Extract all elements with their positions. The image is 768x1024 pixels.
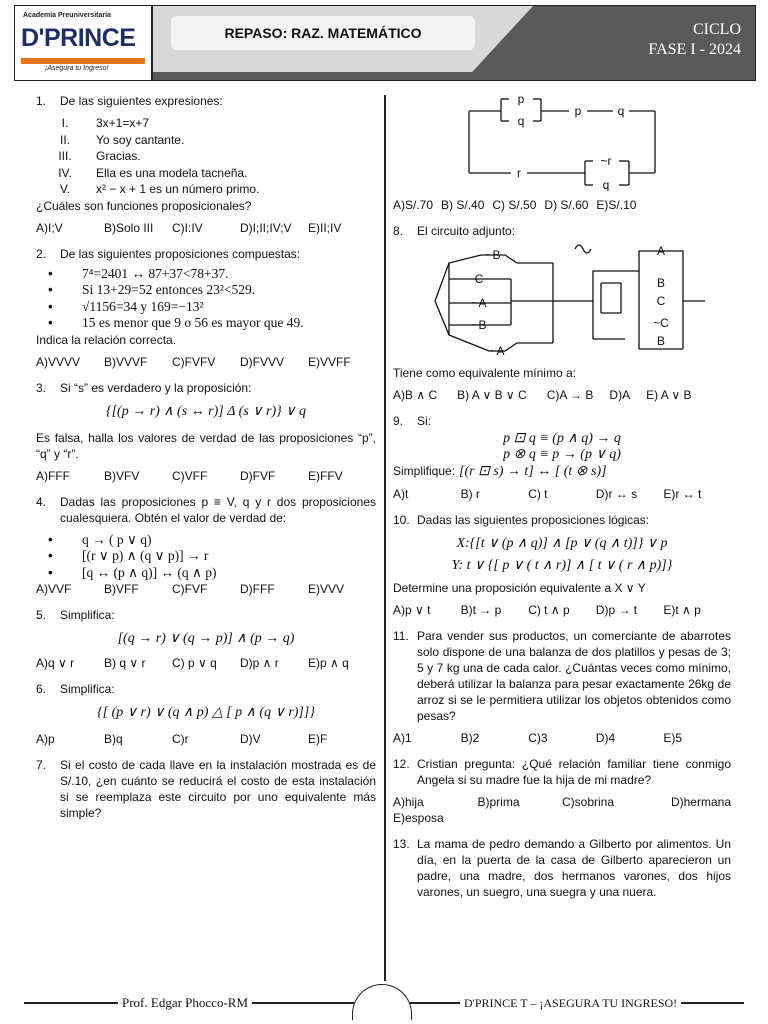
phase-label: FASE I - 2024 xyxy=(648,41,741,58)
switch-label: B xyxy=(656,334,666,348)
option[interactable]: D)A xyxy=(609,388,631,402)
option[interactable]: B)Solo III xyxy=(104,220,154,235)
question-9-options xyxy=(393,486,731,502)
option[interactable]: C)A → B xyxy=(546,388,594,402)
option[interactable]: A)B ∧ C xyxy=(393,388,438,402)
switch-label: q xyxy=(602,178,610,191)
question-7: 7. Si el costo de cada llave en la instalación mostrada es de S/.10, ¿en cuánto se reducirá el costo de esta instalación si se reemplaza este circuito por uno equivalente más simple? xyxy=(36,758,376,820)
logo-underline xyxy=(21,58,145,64)
option[interactable]: B)VVVF xyxy=(104,354,148,369)
question-11: 11. Para vender sus productos, un comerciante de abarrotes solo dispone de una balanza de dos platillos y pesas de 3; 5 y 7 kg una de cada calor. ¿Cuántas veces como mínimo, deberá utilizar la balanza para pesar exactamente 26kg de arroz si se le permitiera utilizar los objetos obtenidos como pesas? A)1 B)2 C)3 D)4 E)5 xyxy=(393,629,731,745)
option[interactable]: E) A ∨ B xyxy=(646,388,692,402)
question-5-formula: [(q → r) ∨ (q → p)] ∧ (p → q) xyxy=(117,631,295,646)
option[interactable]: C)r xyxy=(172,732,189,746)
list-item: III. Gracias. xyxy=(58,149,141,163)
option[interactable]: A)p xyxy=(36,732,55,746)
footer-author: Prof. Edgar Phocco-RM xyxy=(118,995,252,1011)
question-4: 4. Dadas las proposiciones p ≡ V, q y r dos proposiciones cualesquiera. Obtén el valor de verdad de: • q → ( p ∨ q) • [(r ∨ p) ∧ (q ∨ p)] → r • [q ↔ (p ∧ q)] ↔ (q ∧ p) A)VVF B)VFF C)FVF D)FFF E)VVV xyxy=(36,494,376,598)
option[interactable]: C)FVF xyxy=(172,582,208,596)
question-9-simp: [(r ⊡ s) → t] ↔ [ (t ⊗ s)] xyxy=(459,464,607,479)
option[interactable]: A)1 xyxy=(393,731,412,745)
question-3-formula: {[(p → r) ∧ (s ↔ r)] Δ (s ∨ r)} ∨ q xyxy=(105,403,306,419)
question-8-options xyxy=(393,387,731,403)
question-4-text: Dadas las proposiciones p ≡ V, q y r dos proposiciones cualesquiera. Obtén el valor de verdad de: xyxy=(60,494,376,525)
question-10-y: Y: t ∨ {[ p ∨ ( t ∧ r)] ∧ [ t ∨ ( r ∧ p)]} xyxy=(451,558,673,573)
option[interactable]: E)VVV xyxy=(308,582,345,596)
option[interactable]: D)r ↔ s xyxy=(595,487,638,501)
switch-label: ~B xyxy=(485,248,501,262)
question-9-text: Si: xyxy=(417,414,432,428)
switch-label: ~A xyxy=(489,344,505,358)
option[interactable]: E)t ∧ p xyxy=(663,603,701,617)
option[interactable]: E)r ↔ t xyxy=(663,487,702,501)
logo-subtitle: Academia Preuniversitaria xyxy=(23,12,111,19)
question-7-circuit xyxy=(393,93,731,191)
option[interactable]: D)FVF xyxy=(240,468,276,483)
question-7-text: Si el costo de cada llave en la instalación mostrada es de S/.10, ¿en cuánto se reducirá el costo de esta instalación si se reemplaza este circuito por uno equivalente más simple? xyxy=(60,758,376,820)
list-item: • 7⁴=2401 ↔ 87+37<78+37. xyxy=(48,266,376,283)
switch-label: B xyxy=(656,276,666,290)
question-10-ask: Determine una proposición equivalente a X ∨ Y xyxy=(393,581,646,595)
page-title: REPASO: RAZ. MATEMÁTICO xyxy=(171,16,475,50)
question-6-text: Simplifica: xyxy=(60,682,115,696)
switch-label: C xyxy=(656,294,666,308)
switch-label: q xyxy=(617,104,625,118)
option[interactable]: E)FFV xyxy=(308,468,343,483)
question-2: 2. De las siguientes proposiciones compuestas: • 7⁴=2401 ↔ 87+37<78+37. • Si 13+29=52 entonces 23²<529. • √1156=34 y 169=−13² • 15 es menor que 9 o 56 es mayor que 49. Indica la relación correcta. A)VVVV B)VVVF C)FVFV D)FVVV E)VVFF xyxy=(36,246,376,370)
list-item: • 15 es menor que 9 o 56 es mayor que 49. xyxy=(48,315,376,332)
option[interactable]: A)FFF xyxy=(36,468,70,483)
option[interactable]: B) q ∨ r xyxy=(104,656,146,670)
question-8-text: El circuito adjunto: xyxy=(417,224,516,238)
question-5-options xyxy=(36,655,376,671)
footer-arc xyxy=(352,984,412,1020)
list-item: II. Yo soy cantante. xyxy=(59,132,185,147)
question-11-options xyxy=(393,730,731,746)
question-11-text: Para vender sus productos, un comerciante de abarrotes solo dispone de una balanza de dos platillos y pesas de 3; 5 y 7 kg una de cada calor. ¿Cuántas veces como mínimo, deberá utilizar la balanza para pesar exactamente 26kg de arroz si se le permitiera utilizar los objetos obtenidos como pesas? xyxy=(417,629,731,723)
option[interactable]: B) r xyxy=(460,487,480,501)
option[interactable]: E)esposa xyxy=(393,811,444,825)
question-5: 5. Simplifica: [(q → r) ∨ (q → p)] ∧ (p → q) A)q ∨ r B) q ∨ r C) p ∨ q D)p ∧ r E)p ∧ q xyxy=(36,607,376,671)
column-divider xyxy=(384,95,386,981)
switch-label: ~r xyxy=(600,154,612,168)
option[interactable]: B)VFF xyxy=(104,582,139,596)
list-item: V. x² − x + 1 es un número primo. xyxy=(59,182,260,196)
question-1-ask: ¿Cuáles son funciones proposicionales? xyxy=(36,198,252,213)
option[interactable]: A)t xyxy=(393,487,409,501)
option[interactable]: D)p ∧ r xyxy=(240,656,279,670)
page-footer xyxy=(0,990,768,1024)
question-4-items xyxy=(48,532,376,582)
option[interactable]: D)FVVV xyxy=(240,354,285,369)
question-12: 12. Cristian pregunta: ¿Qué relación familiar tiene conmigo Angela si su madre fue la hija de mi madre? A)hija B)prima C)sobrina D)hermana E)esposa xyxy=(393,757,731,825)
question-13: 13. La mama de pedro demando a Gilberto por alimentos. Un día, en la puerta de la casa de Gilberto aparecieron un padre, una madre, dos hermanos varones, dos hijos varones, un suegro, una suegra y una nuera. xyxy=(393,837,731,899)
question-13-text: La mama de pedro demando a Gilberto por alimentos. Un día, en la puerta de la casa de Gilberto aparecieron un padre, una madre, dos hermanos varones, dos hijos varones, un suegro, una suegra y una nuera. xyxy=(417,837,731,899)
question-8: 8. El circuito adjunto: ~B C ~A ~B ~A A B C ~C B Tiene como equivalente mínimo a: A)B ∧ C B) A ∨ B ∨ C C)A → B D)A E) A ∨ B xyxy=(393,223,731,403)
option[interactable]: B) S/.40 xyxy=(441,198,485,212)
option[interactable]: A)VVVV xyxy=(36,354,81,369)
switch-label: C xyxy=(474,272,484,286)
academy-logo xyxy=(15,6,153,80)
list-item: • [q ↔ (p ∧ q)] ↔ (q ∧ p) xyxy=(48,565,376,582)
logo-name: D'PRINCE xyxy=(21,24,136,52)
option[interactable]: B)VFV xyxy=(104,468,140,483)
question-12-text: Cristian pregunta: ¿Qué relación familiar tiene conmigo Angela si su madre fue la hija de mi madre? xyxy=(417,757,731,787)
option[interactable]: A)hija xyxy=(393,795,424,809)
option[interactable]: E)S/.10 xyxy=(596,198,637,212)
option[interactable]: C) t xyxy=(528,487,548,501)
question-3-text: Si “s” es verdadero y la proposición: xyxy=(60,380,252,395)
switch-label: ~A xyxy=(471,296,487,310)
question-6-formula: {[ (p ∨ r) ∨ (q ∧ p) △ [ p ∧ (q ∨ r)]]} xyxy=(97,705,315,720)
question-2-items xyxy=(48,266,376,332)
question-1: 1. De las siguientes expresiones: I. 3x+1=x+7 II. Yo soy cantante. III. Gracias. IV. Ella es una modela tacneña. V. x² − x + 1 es un número primo. ¿Cuáles son funciones proposicionales? A)I;V B)Solo III C)I:IV D)I;II;IV;V E)II;IV xyxy=(36,93,376,236)
question-2-text: De las siguientes proposiciones compuestas: xyxy=(60,246,301,261)
question-2-ask: Indica la relación correcta. xyxy=(36,332,177,347)
left-column xyxy=(36,93,376,821)
question-6: 6. Simplifica: {[ (p ∨ r) ∨ (q ∧ p) △ [ p ∧ (q ∨ r)]]} A)p B)q C)r D)V E)F xyxy=(36,681,376,747)
option[interactable]: C) p ∨ q xyxy=(172,656,217,670)
option[interactable]: B)prima xyxy=(477,795,520,809)
question-9-simp-label: Simplifique: xyxy=(393,464,456,478)
question-10-options xyxy=(393,602,731,618)
question-3: 3. Si “s” es verdadero y la proposición: {[(p → r) ∧ (s ↔ r)] Δ (s ∨ r)} ∨ q Es falsa, halla los valores de verdad de las proposiciones “p”, “q” y “r”. A)FFF B)VFV C)VFF D)FVF E)FFV xyxy=(36,380,376,483)
option[interactable]: D)4 xyxy=(595,731,616,745)
option[interactable]: C)FVFV xyxy=(172,354,216,369)
switch-label: q xyxy=(517,114,525,128)
question-3-text2: Es falsa, halla los valores de verdad de las proposiciones “p”, “q” y “r”. xyxy=(36,430,376,461)
switch-label: r xyxy=(517,166,521,180)
option[interactable]: C)I:IV xyxy=(172,220,203,235)
option[interactable]: E)II;IV xyxy=(308,220,342,235)
option[interactable]: B)q xyxy=(104,732,123,746)
question-6-options xyxy=(36,731,376,747)
option[interactable]: C)3 xyxy=(528,731,548,745)
option[interactable]: A)VVF xyxy=(36,582,72,596)
list-item: • √1156=34 y 169=−13² xyxy=(48,299,376,316)
logo-slogan: ¡Asegura tu Ingreso! xyxy=(45,65,109,72)
question-1-items xyxy=(48,115,376,198)
option[interactable]: D)V xyxy=(240,732,261,746)
list-item: I. 3x+1=x+7 xyxy=(61,116,150,130)
question-9: 9. Si: p ⊡ q ≡ (p ∧ q) → q p ⊗ q ≡ p → (p ∨ q) Simplifique: [(r ⊡ s) → t] ↔ [ (t ⊗ s)] A)t B) r C) t D)r ↔ s E)r ↔ t xyxy=(393,413,731,502)
cycle-label: CICLO xyxy=(693,21,741,38)
question-10-text: Dadas las siguientes proposiciones lógicas: xyxy=(417,513,650,527)
option[interactable]: E)p ∧ q xyxy=(308,656,349,670)
question-2-options xyxy=(36,354,376,370)
question-1-text: De las siguientes expresiones: xyxy=(60,94,223,108)
option[interactable]: B)t → p xyxy=(460,603,502,617)
question-4-options xyxy=(36,581,376,597)
option[interactable]: D)I;II;IV;V xyxy=(240,220,292,235)
list-item: • [(r ∨ p) ∧ (q ∨ p)] → r xyxy=(48,548,376,565)
question-9-def1: p ⊡ q ≡ (p ∧ q) → q xyxy=(503,431,621,446)
option[interactable]: A)q ∨ r xyxy=(36,656,75,670)
cycle-info xyxy=(648,20,741,60)
list-item: IV. Ella es una modela tacneña. xyxy=(58,165,248,180)
option[interactable]: E)VVFF xyxy=(308,354,351,369)
question-8-circuit xyxy=(393,243,731,359)
question-12-options xyxy=(393,794,731,810)
option[interactable]: C) t ∧ p xyxy=(528,603,570,617)
option[interactable]: B)2 xyxy=(460,731,480,745)
question-10: 10. Dadas las siguientes proposiciones lógicas: X:{[t ∨ (p ∧ q)] ∧ [p ∨ (q ∧ t)]} ∨ p Y: t ∨ {[ p ∨ ( t ∧ r)] ∧ [ t ∨ ( r ∧ p)]} Determine una proposición equivalente a X ∨ Y A)p ∨ t B)t → p C) t ∧ p D)p → t E)t ∧ p xyxy=(393,512,731,618)
question-10-x: X:{[t ∨ (p ∧ q)] ∧ [p ∨ (q ∧ t)]} ∨ p xyxy=(456,536,668,551)
question-9-def2: p ⊗ q ≡ p → (p ∨ q) xyxy=(503,447,621,462)
option[interactable]: C) S/.50 xyxy=(492,198,537,212)
question-3-options xyxy=(36,468,376,484)
switch-label: p xyxy=(574,104,582,118)
list-item: • q → ( p ∨ q) xyxy=(48,532,376,549)
switch-label: p xyxy=(517,93,525,106)
option[interactable]: D)p → t xyxy=(595,603,638,617)
option[interactable]: E)F xyxy=(308,732,328,746)
option[interactable]: A)p ∨ t xyxy=(393,603,431,617)
switch-label: ~C xyxy=(653,316,669,330)
list-item: • Si 13+29=52 entonces 23²<529. xyxy=(48,282,376,299)
question-8-ask: Tiene como equivalente mínimo a: xyxy=(393,366,576,380)
switch-label: ~B xyxy=(471,318,487,332)
footer-slogan: D'PRINCE T – ¡ASEGURA TU INGRESO! xyxy=(460,996,681,1011)
switch-label: A xyxy=(656,244,666,258)
option[interactable]: A)I;V xyxy=(36,220,63,235)
page-header xyxy=(14,5,756,81)
question-5-text: Simplifica: xyxy=(60,608,115,622)
right-column xyxy=(393,93,731,900)
option[interactable]: C)sobrina xyxy=(562,795,615,809)
option[interactable]: C)VFF xyxy=(172,468,208,483)
question-7-options xyxy=(393,197,731,213)
option[interactable]: B) A ∨ B ∨ C xyxy=(457,388,527,402)
option[interactable]: A)S/.70 xyxy=(393,198,434,212)
option[interactable]: D)hermana xyxy=(670,795,731,809)
option[interactable]: D) S/.60 xyxy=(544,198,589,212)
question-1-options xyxy=(36,220,376,236)
option[interactable]: E)5 xyxy=(663,731,683,745)
option[interactable]: D)FFF xyxy=(240,582,275,596)
